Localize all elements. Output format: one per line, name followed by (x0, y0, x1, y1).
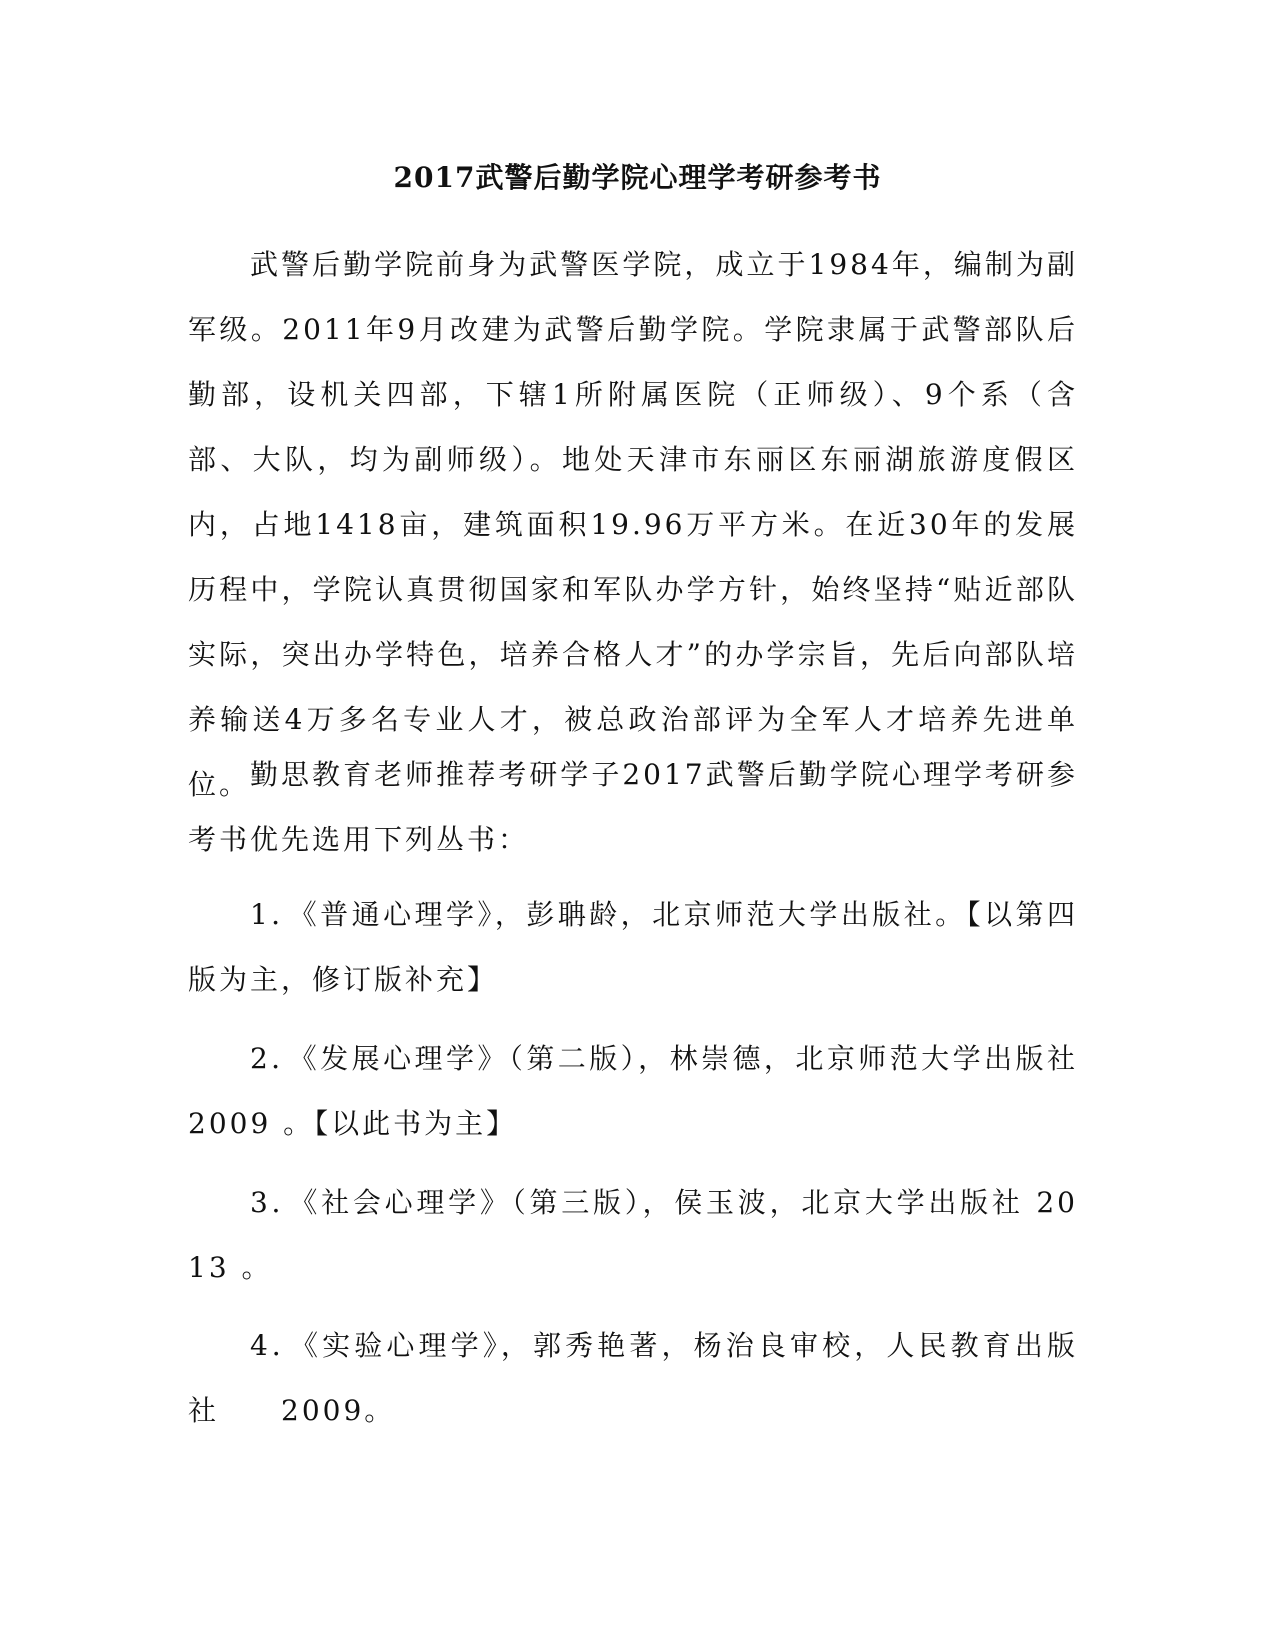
page-title: 2017武警后勤学院心理学考研参考书 (393, 161, 882, 194)
recommendation-paragraph: 勤思教育老师推荐考研学子2017武警后勤学院心理学考研参考书优先选用下列丛书： (188, 758, 1078, 856)
book-item-1: 1．《普通心理学》，彭聃龄，北京师范大学出版社。【以第四版为主，修订版补充】 (188, 898, 1078, 996)
book-item-3: 3．《社会心理学》（第三版），侯玉波，北京大学出版社 2013 。 (188, 1186, 1078, 1284)
intro-paragraph: 武警后勤学院前身为武警医学院，成立于1984年，编制为副军级。2011年9月改建为武警后勤学院。学院隶属于武警部队后勤部，设机关四部，下辖1所附属医院（正师级）、9个系（含部、大队，均为副师级）。地处天津市东丽区东丽湖旅游度假区内，占地1418亩，建筑面积19.96万平方米。在近30年的发展历程中，学院认真贯彻国家和军队办学方针，始终坚持“贴近部队实际，突出办学特色，培养合格人才”的办学宗旨，先后向部队培养输送4万多名专业人才，被总政治部评为全军人才培养先进单位。 (188, 248, 1078, 801)
book-item-4: 4．《实验心理学》，郭秀艳著，杨治良审校，人民教育出版社 2009。 (188, 1329, 1078, 1427)
book-item-2: 2．《发展心理学》（第二版），林崇德，北京师范大学出版社 2009 。【以此书为主】 (188, 1042, 1078, 1140)
